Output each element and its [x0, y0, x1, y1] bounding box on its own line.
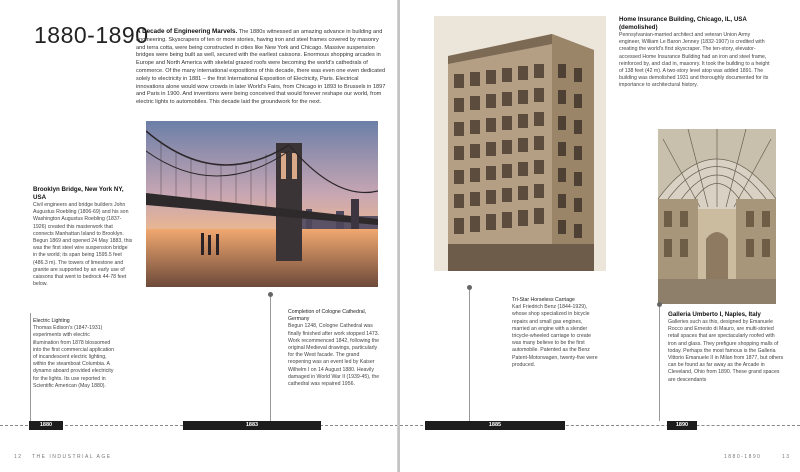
benz-carriage-entry — [512, 297, 600, 369]
timeline-tick-1890 — [659, 306, 660, 421]
brooklyn-caption-title: Brooklyn Bridge, New York NY, USA — [33, 186, 124, 201]
galleria-caption — [668, 311, 784, 384]
cologne-cathedral-entry — [288, 309, 380, 388]
right-page — [400, 0, 800, 472]
cologne-cathedral-text: Begun 1248, Cologne Cathedral was finally finished after work stopped 1473. Work recommenced 1842, following the original Medieval drawings, particularly for the West facade. The grand reopening was an event led by Kaiser Wilhelm I on 14 August 1880. Heavily damaged in World War II (1939-45), the cathedral was repaired 1956. — [288, 323, 380, 388]
timeline-bar-1883: 1883 — [183, 421, 321, 430]
home-insurance-caption-text: Pennsylvanian-married architect and veteran Union Army engineer, William Le Baron Jenney (1832-1907) is credited with creating the world's first skyscraper. The ten-story, elevator-accessed Home Insurance Building had an iron and steel frame, reinforced by, and clad in, masonry. It took the building to a height of 138 feet (42 m). A two-story level atop was added 1891. The building was demolished 1931 and thoroughly documented for its importance to architectural history. — [619, 32, 770, 89]
timeline-bar-1890: 1890 — [667, 421, 697, 430]
intro-heading: A Decade of Engineering Marvels. — [136, 28, 238, 35]
timeline-bar-1880: 1880 — [29, 421, 63, 430]
galleria-caption-text: Galleries such as this, designed by Emanuele Rocco and Ernesto di Mauro, are multi-storied retail spaces that are spectacularly roofed with iron and glass. They prefigure shopping malls of today. Perhaps the most famous is the Galleria Vittorio Emanuele II in Milan from 1877, but others can be found as far away as the Arcade in Cleveland, Ohio from 1890. These grand spaces are descendants — [668, 319, 784, 383]
electric-lighting-entry — [33, 318, 115, 390]
timeline-dot-1890 — [657, 302, 662, 307]
timeline-tick-1883 — [270, 296, 271, 421]
timeline-bar-1885: 1885 — [425, 421, 565, 430]
galleria-umberto-photo — [658, 129, 776, 304]
decade-title: 1880-1890 — [34, 22, 149, 48]
right-page-number: 13 — [782, 454, 791, 460]
timeline-dot-1885 — [467, 285, 472, 290]
timeline-dot-1883 — [268, 292, 273, 297]
left-running-head: THE INDUSTRIAL AGE — [32, 454, 112, 460]
electric-lighting-text: Thomas Edison's (1847-1931) experiments with electric illumination from 1878 blossomed into the first commercial application of incandescent electric lighting, within the steamboat Columbia. A dynamo aboard provided electricity for the lights. Its use reported in Scientific American (May 1880). — [33, 325, 115, 389]
right-running-head: 1880-1890 — [724, 454, 762, 460]
home-insurance-caption-title: Home Insurance Building, Chicago, IL, USA (demolished) — [619, 16, 747, 31]
brooklyn-bridge-photo — [146, 121, 378, 287]
intro-paragraph — [136, 28, 386, 107]
brooklyn-caption-text: Civil engineers and bridge builders John Augustus Roebling (1806-69) and his son Washington Augustus Roebling (1837-1926) created this masterwork that connects Manhattan Island to Brooklyn. Begun 1869 and opened 24 May 1883, this was the first steel wire suspension bridge in the world; its span being 1595.5 feet (486.3 m). The towers of limestone and granite are supported by an early use of caissons that went to bedrock 44-78 feet below. — [33, 202, 133, 288]
left-page — [0, 0, 398, 472]
cologne-cathedral-title: Completion of Cologne Cathedral, Germany — [288, 309, 367, 323]
left-page-number: 12 — [14, 454, 23, 460]
home-insurance-building-photo — [434, 16, 606, 271]
timeline-tick-1885 — [469, 289, 470, 421]
brooklyn-caption — [33, 186, 133, 288]
intro-text: The 1880s witnessed an amazing advance in building and engineering. Skyscrapers of ten or more stories, having iron and steel frames covered by masonry and terra cotta, were being constructed in cities like New York and Chicago. Massive suspension bridges were being built as well, secured with the earliest caissons. Enormous shopping arcades in Europe and North America with skeletal grazed roofs were becoming the world's cathedrals of commerce. Of the many international expositions of this decade, there was even one even dedicated solely to electricity in 1881 – the first International Exposition of Electricity, Paris. Electrical innovations alone would wow crowds in later World's Fairs, from Chicago in 1893 to Brussels in 1897 and Paris in 1900. And inventions were being conceived that would forever reshape our world, from electric lights to automobiles. This decade laid the groundwork for the next. — [136, 29, 386, 106]
home-insurance-caption — [619, 16, 771, 90]
electric-lighting-title: Electric Lighting — [33, 318, 70, 324]
benz-carriage-title: Tri-Star Horseless Carriage — [512, 297, 575, 303]
timeline-tick-1880 — [30, 313, 31, 421]
benz-carriage-text: Karl Friedrich Benz (1844-1929), whose shop specialized in bicycle repairs and small gas engines, married an engine with a slender tricycle-wheeled carriage to create was many believe to be the first automobile. Patented as the Benz Patent-Motorwagen, twenty-five were produced. — [512, 304, 598, 368]
galleria-caption-title: Galleria Umberto I, Naples, Italy — [668, 311, 761, 318]
